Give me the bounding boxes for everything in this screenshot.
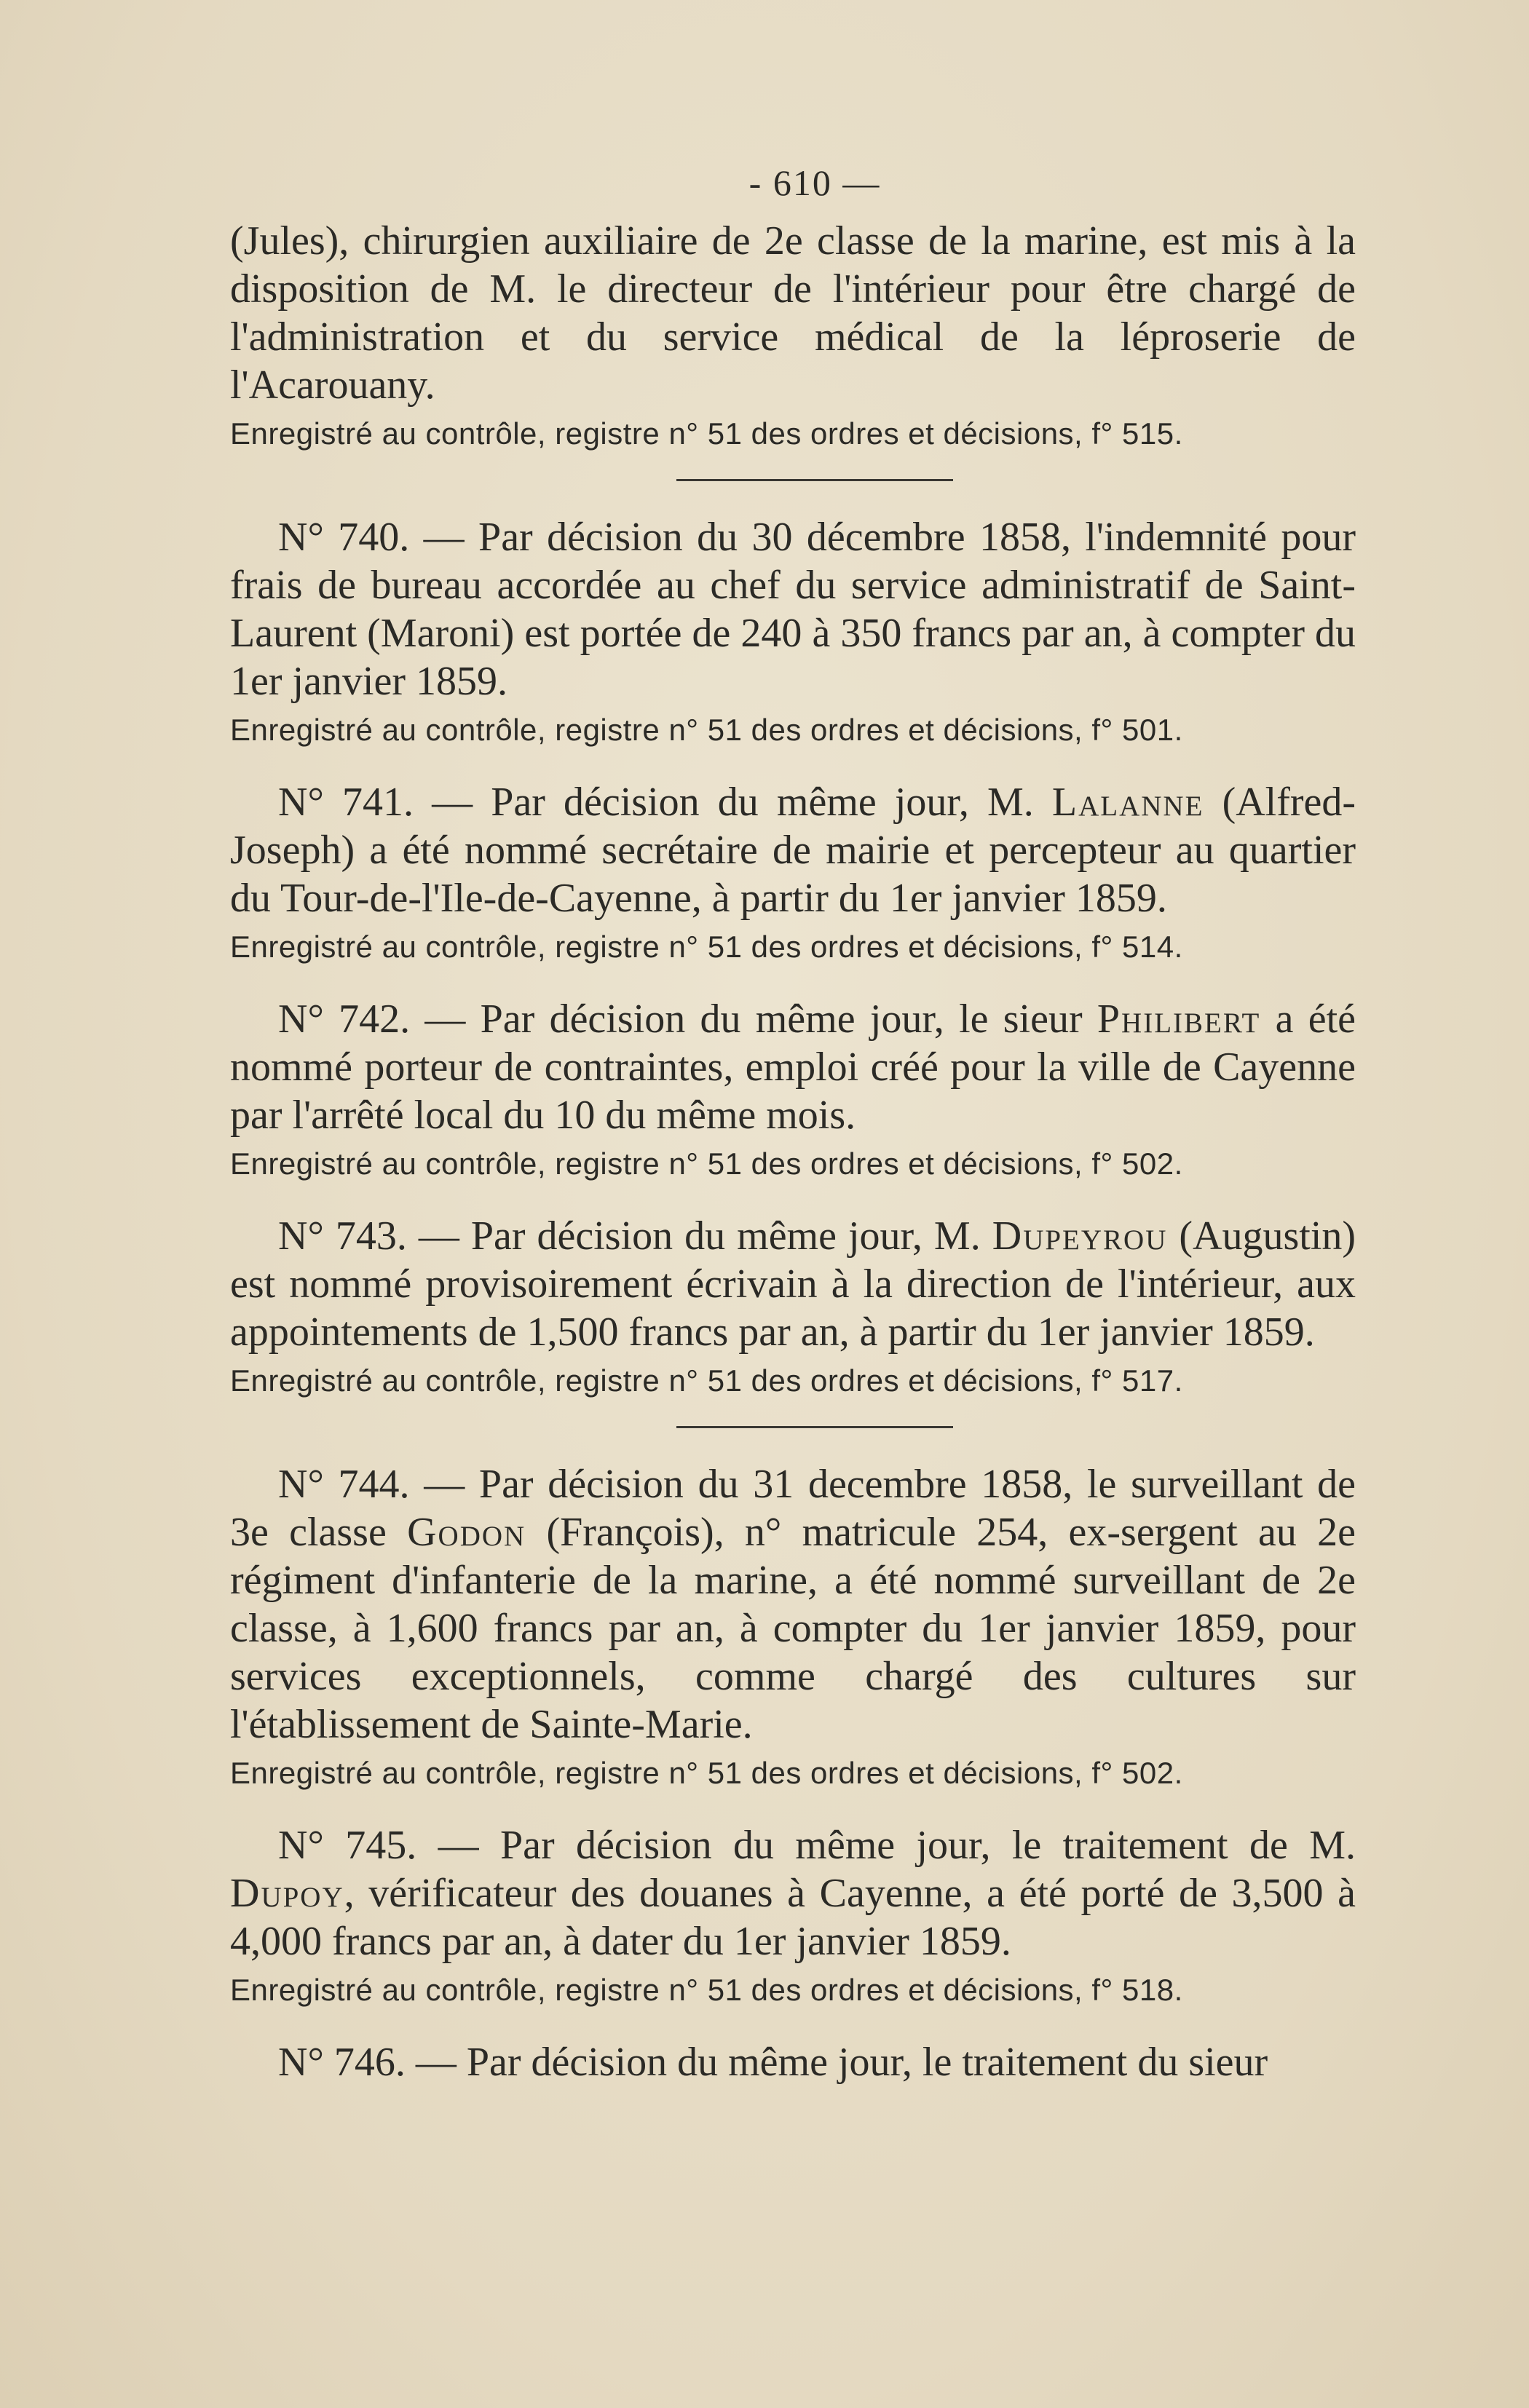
- decision-746: [230, 2038, 1356, 2086]
- decision-text: — Par décision du 30 décembre 1858, l'indemnité pour frais de bureau accordée au chef du service administratif de Saint-Laurent (Maroni) est portée de 240 à 350 francs par an, à compter du 1er janvier 1859.: [230, 515, 1356, 704]
- register-note: Enregistré au contrôle, registre n° 51 des ordres et décisions, f° 517.: [230, 1363, 1183, 1398]
- spacer: [230, 750, 1356, 778]
- decision-740: [230, 513, 1356, 705]
- person-name: Dupeyrou: [992, 1213, 1168, 1259]
- spacer: [230, 967, 1356, 995]
- decision-text: — Par décision du même jour, le traitement du sieur: [415, 2040, 1268, 2085]
- decision-741: [230, 778, 1356, 922]
- person-name: Lalanne: [1051, 780, 1204, 825]
- register-note: Enregistré au contrôle, registre n° 51 des ordres et décisions, f° 518.: [230, 1973, 1183, 2007]
- decision-text: a été nommé porteur de contraintes, emploi créé pour la ville de Cayenne par l'arrêté local du 10 du même mois.: [230, 997, 1356, 1138]
- person-name: Dupoy: [230, 1871, 344, 1916]
- decision-number: N° 744.: [278, 1462, 410, 1507]
- decision-text: — Par décision du même jour, M.: [418, 1213, 981, 1259]
- spacer: [230, 1794, 1356, 1821]
- register-note: Enregistré au contrôle, registre n° 51 des ordres et décisions, f° 502.: [230, 1756, 1183, 1790]
- decision-text: — Par décision du même jour, le traitement de M.: [438, 1823, 1356, 1868]
- decision-number: N° 745.: [278, 1823, 417, 1868]
- spacer: [230, 1184, 1356, 1212]
- decision-742: [230, 995, 1356, 1139]
- intro-paragraph: (Jules), chirurgien auxiliaire de 2e classe de la marine, est mis à la disposition de M. le directeur de l'intérieur pour être chargé de l'administration et du service médical de la léproserie de l'Acarouany.: [230, 218, 1356, 408]
- decision-text: (Augustin) est nommé provisoirement écrivain à la direction de l'intérieur, aux appointements de 1,500 francs par an, à partir du 1er janvier 1859.: [230, 1213, 1356, 1355]
- decision-number: N° 740.: [278, 515, 410, 560]
- text-column: [230, 162, 1356, 2086]
- decision-text: (Alfred-Joseph) a été nommé secrétaire de mairie et percepteur au quartier du Tour-de-l'Ile-de-Cayenne, à partir du 1er janvier 1859.: [230, 780, 1356, 921]
- decision-number: N° 743.: [278, 1213, 407, 1259]
- section-divider: [676, 479, 953, 481]
- decision-text: — Par décision du 31 decembre 1858, le surveillant de 3e classe: [230, 1462, 1356, 1555]
- register-note: Enregistré au contrôle, registre n° 51 des ordres et décisions, f° 502.: [230, 1146, 1183, 1181]
- decision-text: — Par décision du même jour, le sieur: [424, 997, 1083, 1042]
- intro-register-note: Enregistré au contrôle, registre n° 51 des ordres et décisions, f° 515.: [230, 416, 1183, 451]
- person-name: Philibert: [1097, 997, 1261, 1042]
- section-divider: [676, 1426, 953, 1428]
- decision-number: N° 742.: [278, 997, 411, 1042]
- spacer: [230, 2011, 1356, 2038]
- decision-743: [230, 1212, 1356, 1356]
- decision-text: — Par décision du même jour, M.: [432, 780, 1034, 825]
- decision-744: [230, 1460, 1356, 1748]
- decision-text: (François), n° matricule 254, ex-sergent au 2e régiment d'infanterie de la marine, a été nommé surveillant de 2e classe, à 1,600 francs par an, à compter du 1er janvier 1859, pour services exceptionnels, comme chargé des cultures sur l'établissement de Sainte-Marie.: [230, 1510, 1356, 1747]
- person-name: Godon: [407, 1510, 526, 1555]
- decision-number: N° 741.: [278, 780, 414, 825]
- decision-number: N° 746.: [278, 2040, 406, 2085]
- register-note: Enregistré au contrôle, registre n° 51 des ordres et décisions, f° 501.: [230, 713, 1183, 747]
- page-number: - 610 —: [748, 162, 881, 203]
- register-note: Enregistré au contrôle, registre n° 51 des ordres et décisions, f° 514.: [230, 930, 1183, 964]
- decision-745: [230, 1821, 1356, 1965]
- decision-text: , vérificateur des douanes à Cayenne, a été porté de 3,500 à 4,000 francs par an, à dater du 1er janvier 1859.: [230, 1871, 1356, 1964]
